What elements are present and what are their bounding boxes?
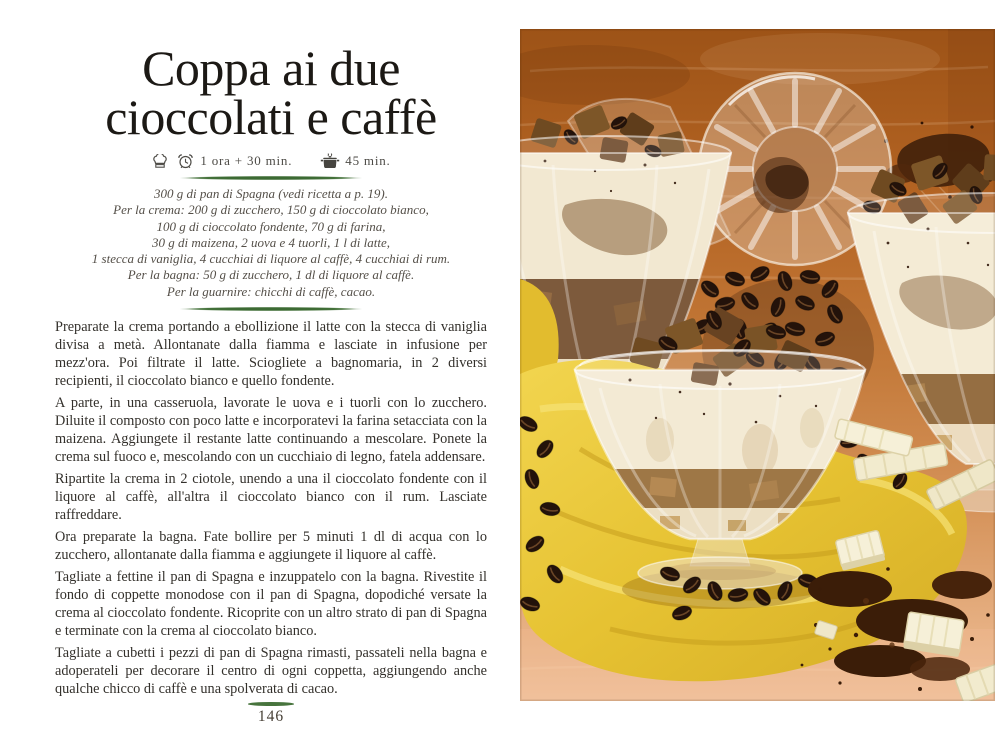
method-paragraph: Ora preparate la bagna. Fate bollire per 5 minuti 1 dl di acqua con lo zucchero, allontanate dalla fiamma e aggiungete il liquore al caffè. [55, 529, 487, 564]
cooking-pot-icon [320, 153, 340, 169]
page-title [55, 40, 487, 145]
recipe-meta [55, 153, 487, 169]
method-paragraphs [55, 318, 487, 698]
divider-bottom [179, 307, 363, 311]
ingredient-line: Per la bagna: 50 g di zucchero, 1 dl di liquore al caffè. [127, 267, 415, 283]
ingredient-line: Per la guarnire: chicchi di caffè, cacao. [166, 283, 376, 299]
page-footer [55, 702, 487, 726]
title-line-1: Coppa ai due [142, 40, 400, 96]
alarm-clock-icon [176, 153, 195, 169]
ingredients-list [55, 186, 487, 300]
ingredient-line: 100 g di cioccolato fondente, 70 g di farina, [156, 218, 386, 234]
dessert-photo [520, 29, 995, 701]
method-paragraph: A parte, in una casseruola, lavorate le uova e i tuorli con lo zucchero. Diluite il composto con poco latte e incorporatevi la farina setacciata con la maizena. Aggiungete il restante latte continuando a mescolare. Ponete la crema sul fuoco e, mescolando con un cucchiaio di legno, fatela addensare. [55, 395, 487, 466]
method-paragraph: Ripartite la crema in 2 ciotole, unendo a una il cioccolato fondente con il liquore al caffè, all'altra il cioccolato bianco con il rum. Lasciate raffreddare. [55, 471, 487, 524]
ingredient-line: 1 stecca di vaniglia, 4 cucchiai di liquore al caffè, 4 cucchiai di rum. [91, 251, 451, 267]
chef-hat-icon [151, 154, 169, 169]
page-number: 146 [257, 707, 285, 725]
method-paragraph: Tagliate a cubetti i pezzi di pan di Spagna rimasti, passateli nella bagna e adoperateli per decorare il centro di ogni coppetta, aggiungendo anche qualche chicco di caffè e una spolverata di cacao. [55, 645, 487, 698]
prep-time-label: 1 ora + 30 min. [200, 153, 293, 168]
divider-top [179, 176, 363, 180]
ingredient-line: 300 g di pan di Spagna (vedi ricetta a p. 19). [154, 186, 388, 201]
method-paragraph: Preparate la crema portando a ebollizione il latte con la stecca di vaniglia divisa a metà. Allontanate dalla fiamma e lasciate in infusione per mezz'ora. Poi filtrate il latte. Sciogliete a bagnomaria, in 2 diversi recipienti, il cioccolato bianco e quello fondente. [55, 319, 487, 390]
recipe-column [55, 0, 487, 732]
title-line-2: cioccolati e caffè [105, 89, 437, 145]
method-paragraph: Tagliate a fettine il pan di Spagna e inzuppatelo con la bagna. Rivestite il fondo di coppette monodose con il pan di Spagna, dopodiché versate la crema al cioccolato fondente. Ricoprite con un altro strato di pan di Spagna e terminate con la crema al cioccolato bianco. [55, 569, 487, 640]
dessert-photo-illustration [520, 29, 995, 701]
prep-time [176, 153, 292, 169]
ingredient-line: 30 g di maizena, 2 uova e 4 tuorli, 1 l di latte, [152, 234, 390, 250]
page-number-rule [248, 702, 294, 706]
ingredient-line: Per la crema: 200 g di zucchero, 150 g di cioccolato bianco, [113, 202, 429, 218]
cook-time [320, 153, 390, 169]
cook-time-label: 45 min. [345, 153, 391, 168]
